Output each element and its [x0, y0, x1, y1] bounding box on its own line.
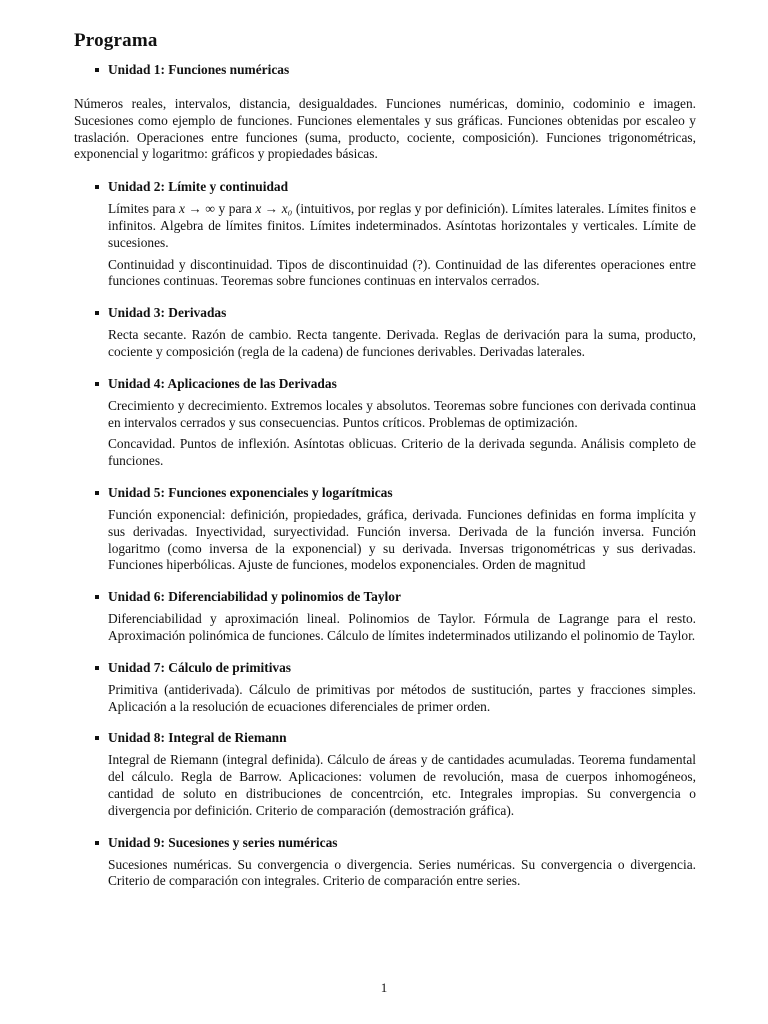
unit-5-heading — [74, 485, 696, 501]
unit-9-heading — [74, 835, 696, 851]
bullet-icon — [95, 382, 99, 386]
unit-3-heading — [74, 305, 696, 321]
unit-7-heading-text: Unidad 7: Cálculo de primitivas — [108, 659, 292, 675]
unit-1-body — [74, 96, 696, 163]
unit-6 — [74, 589, 696, 645]
unit-9-paragraph-1: Sucesiones numéricas. Su convergencia o divergencia. Series numéricas. Su convergencia o divergencia. Criterio de comparación con integrales. Criterio de comparación entre series. — [108, 856, 696, 889]
unit-2-paragraph-1 — [108, 201, 696, 251]
bullet-icon — [95, 491, 99, 495]
text-span: (intuitivos, por reglas y por definición). Límites laterales. Límites finitos e infinitos. Algebra de límites finitos. Límites indeterminados. Asíntotas horizontales y verticales. Límite de sucesiones. — [108, 201, 696, 250]
unit-8-heading-text: Unidad 8: Integral de Riemann — [108, 730, 287, 746]
unit-1 — [74, 62, 696, 78]
unit-4-heading-text: Unidad 4: Aplicaciones de las Derivadas — [108, 375, 337, 391]
text-span: Límites para — [108, 201, 180, 217]
unit-1-paragraph: Números reales, intervalos, distancia, desigualdades. Funciones numéricas, dominio, codominio e imagen. Sucesiones como ejemplo de funciones. Funciones elementales y sus gráficas. Funciones obtenidas por escaleo y traslación. Operaciones entre funciones (suma, producto, cociente, composición). Funciones trigonométricas, exponencial y logaritmo: gráficos y propiedades básicas. — [74, 96, 696, 162]
unit-3 — [74, 305, 696, 361]
unit-4-heading — [74, 376, 696, 392]
unit-2-paragraph-2: Continuidad y discontinuidad. Tipos de discontinuidad (?). Continuidad de las diferentes operaciones entre funciones continuas. Teoremas sobre funciones continuas en intervalos cerrados. — [108, 256, 696, 289]
unit-2-heading-text: Unidad 2: Límite y continuidad — [108, 179, 289, 195]
bullet-icon — [95, 68, 99, 72]
page-number: 1 — [380, 980, 388, 995]
unit-7 — [74, 660, 696, 716]
unit-5 — [74, 485, 696, 574]
unit-5-paragraph-1: Función exponencial: definición, propiedades, gráfica, derivada. Funciones definidas en forma implícita y sus derivadas. Inyectividad, suryectividad. Función inversa. Derivada de la función inversa. Función logaritmo (como inversa de la exponencial) y su derivada. Inversas trigonométricas y sus derivadas. Funciones hiperbólicas. Ajuste de funciones, modelos exponenciales. Orden de magnitud — [108, 506, 696, 573]
unit-7-paragraph-1: Primitiva (antiderivada). Cálculo de primitivas por métodos de sustitución, partes y fracciones simples. Aplicación a la resolución de ecuaciones diferenciales de primer orden. — [108, 681, 696, 714]
unit-8-heading — [74, 730, 696, 746]
bullet-icon — [95, 841, 99, 845]
unit-3-heading-text: Unidad 3: Derivadas — [108, 305, 227, 321]
unit-6-heading-text: Unidad 6: Diferenciabilidad y polinomios de Taylor — [108, 589, 401, 605]
unit-4 — [74, 376, 696, 470]
unit-1-heading — [74, 62, 696, 78]
bullet-icon — [95, 736, 99, 740]
math-expression: x → ∞ — [179, 201, 215, 217]
bullet-icon — [95, 666, 99, 670]
document-page — [74, 30, 696, 895]
unit-9 — [74, 835, 696, 891]
unit-3-paragraph-1: Recta secante. Razón de cambio. Recta tangente. Derivada. Reglas de derivación para la suma, producto, cociente y composición (regla de la cadena) de funciones derivables. Derivadas laterales. — [108, 327, 696, 359]
unit-1-heading-text: Unidad 1: Funciones numéricas — [108, 62, 290, 77]
text-span: y para — [214, 201, 256, 217]
page-title: Programa — [74, 30, 158, 51]
unit-8 — [74, 730, 696, 819]
unit-4-paragraph-1: Crecimiento y decrecimiento. Extremos locales y absolutos. Teoremas sobre funciones con derivada continua en intervalos cerrados y sus consecuencias. Puntos críticos. Problemas de optimización. — [108, 397, 696, 430]
bullet-icon — [95, 595, 99, 599]
unit-7-heading — [74, 660, 696, 676]
bullet-icon — [95, 311, 99, 315]
unit-6-heading — [74, 589, 696, 605]
unit-8-paragraph-1: Integral de Riemann (integral definida). Cálculo de áreas y de cantidades acumuladas. Teorema fundamental del cálculo. Regla de Barrow. Aplicaciones: volumen de revolución, masa de cuerpos inhomogéneos, cantidad de soluto en distribuciones de concentrción, etc. Integrales impropias. Su convergencia o divergencia por definición. Criterio de comparación (demostración gráfica). — [108, 752, 696, 818]
unit-5-heading-text: Unidad 5: Funciones exponenciales y logarítmicas — [108, 484, 393, 500]
unit-4-paragraph-2: Concavidad. Puntos de inflexión. Asíntotas oblicuas. Criterio de la derivada segunda. Análisis completo de funciones. — [108, 436, 696, 469]
bullet-icon — [95, 185, 99, 189]
unit-6-paragraph-1: Diferenciabilidad y aproximación lineal. Polinomios de Taylor. Fórmula de Lagrange para el resto. Aproximación polinómica de funciones. Cálculo de límites indeterminados utilizando el polinomio de Taylor. — [108, 611, 696, 643]
unit-9-heading-text: Unidad 9: Sucesiones y series numéricas — [108, 834, 338, 850]
unit-2 — [74, 179, 696, 290]
unit-2-heading — [74, 179, 696, 195]
math-expression: x → x₀ — [255, 201, 293, 217]
